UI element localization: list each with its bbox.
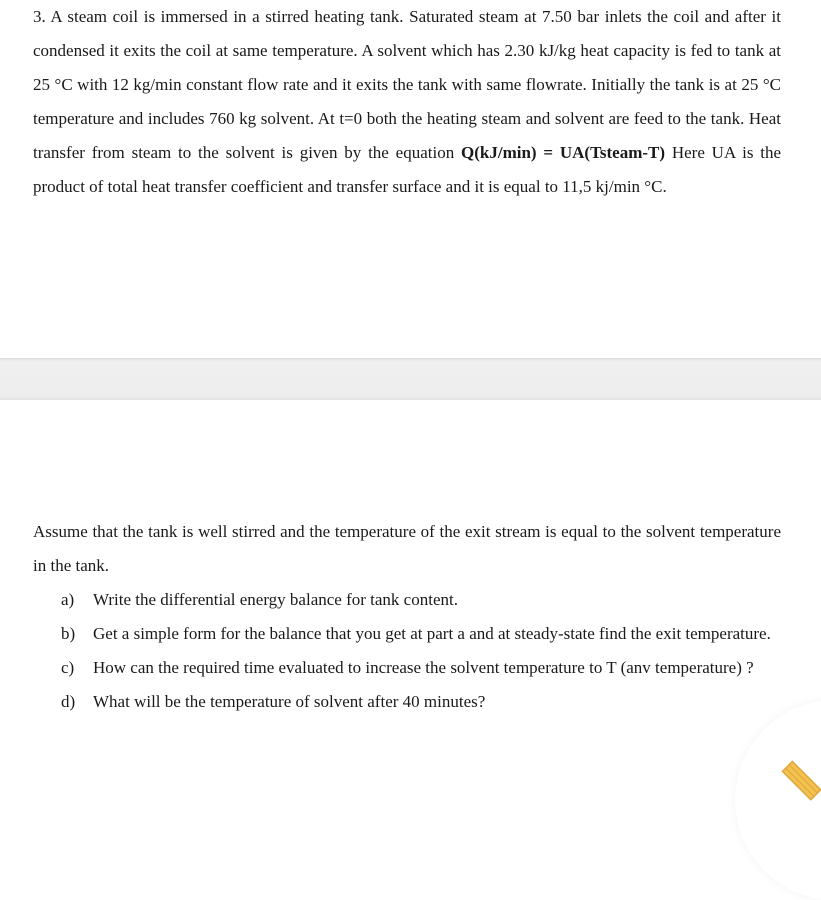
question-text: How can the required time evaluated to increase the solvent temperature to T (anv temperature) ? xyxy=(93,658,754,677)
question-marker: b) xyxy=(61,624,76,643)
problem-text-2: Here UA is the product of total heat transfer coefficient and transfer surface and it is equal to 11,5 kj/min °C. xyxy=(33,143,782,196)
question-text: What will be the temperature of solvent after 40 minutes? xyxy=(93,692,486,711)
question-text: Get a simple form for the balance that you get at part a and at steady-state find the exit temperature. xyxy=(93,624,771,643)
page-divider xyxy=(0,358,821,400)
question-text: Write the differential energy balance for tank content. xyxy=(93,590,458,609)
question-marker: c) xyxy=(61,658,75,677)
problem-statement xyxy=(33,0,781,204)
question-marker: a) xyxy=(61,590,75,609)
problem-text-1: A steam coil is immersed in a stirred heating tank. Saturated steam at 7.50 bar inlets the coil and after it condensed it exits the coil at same temperature. A solvent which has 2.30 kJ/kg heat capacity is fed to tank at 25 °C with 12 kg/min constant flow rate and it exits the tank with same flowrate. Initially the tank is at 25 °C temperature and includes 760 kg solvent. At t=0 both the heating steam and solvent are feed to the tank. Heat transfer from steam to the solvent is given by the equation xyxy=(33,7,781,162)
question-a xyxy=(33,583,781,617)
question-d xyxy=(33,685,781,719)
question-b xyxy=(33,617,781,651)
question-list xyxy=(33,583,781,719)
question-c xyxy=(33,651,781,685)
assumption-text: Assume that the tank is well stirred and the temperature of the exit stream is equal to the solvent temperature in the tank. xyxy=(33,522,781,575)
problem-number: 3. xyxy=(33,7,46,26)
heat-equation: Q(kJ/min) = UA(Tsteam-T) xyxy=(461,143,666,162)
pencil-icon[interactable] xyxy=(778,752,821,807)
question-marker: d) xyxy=(61,692,76,711)
